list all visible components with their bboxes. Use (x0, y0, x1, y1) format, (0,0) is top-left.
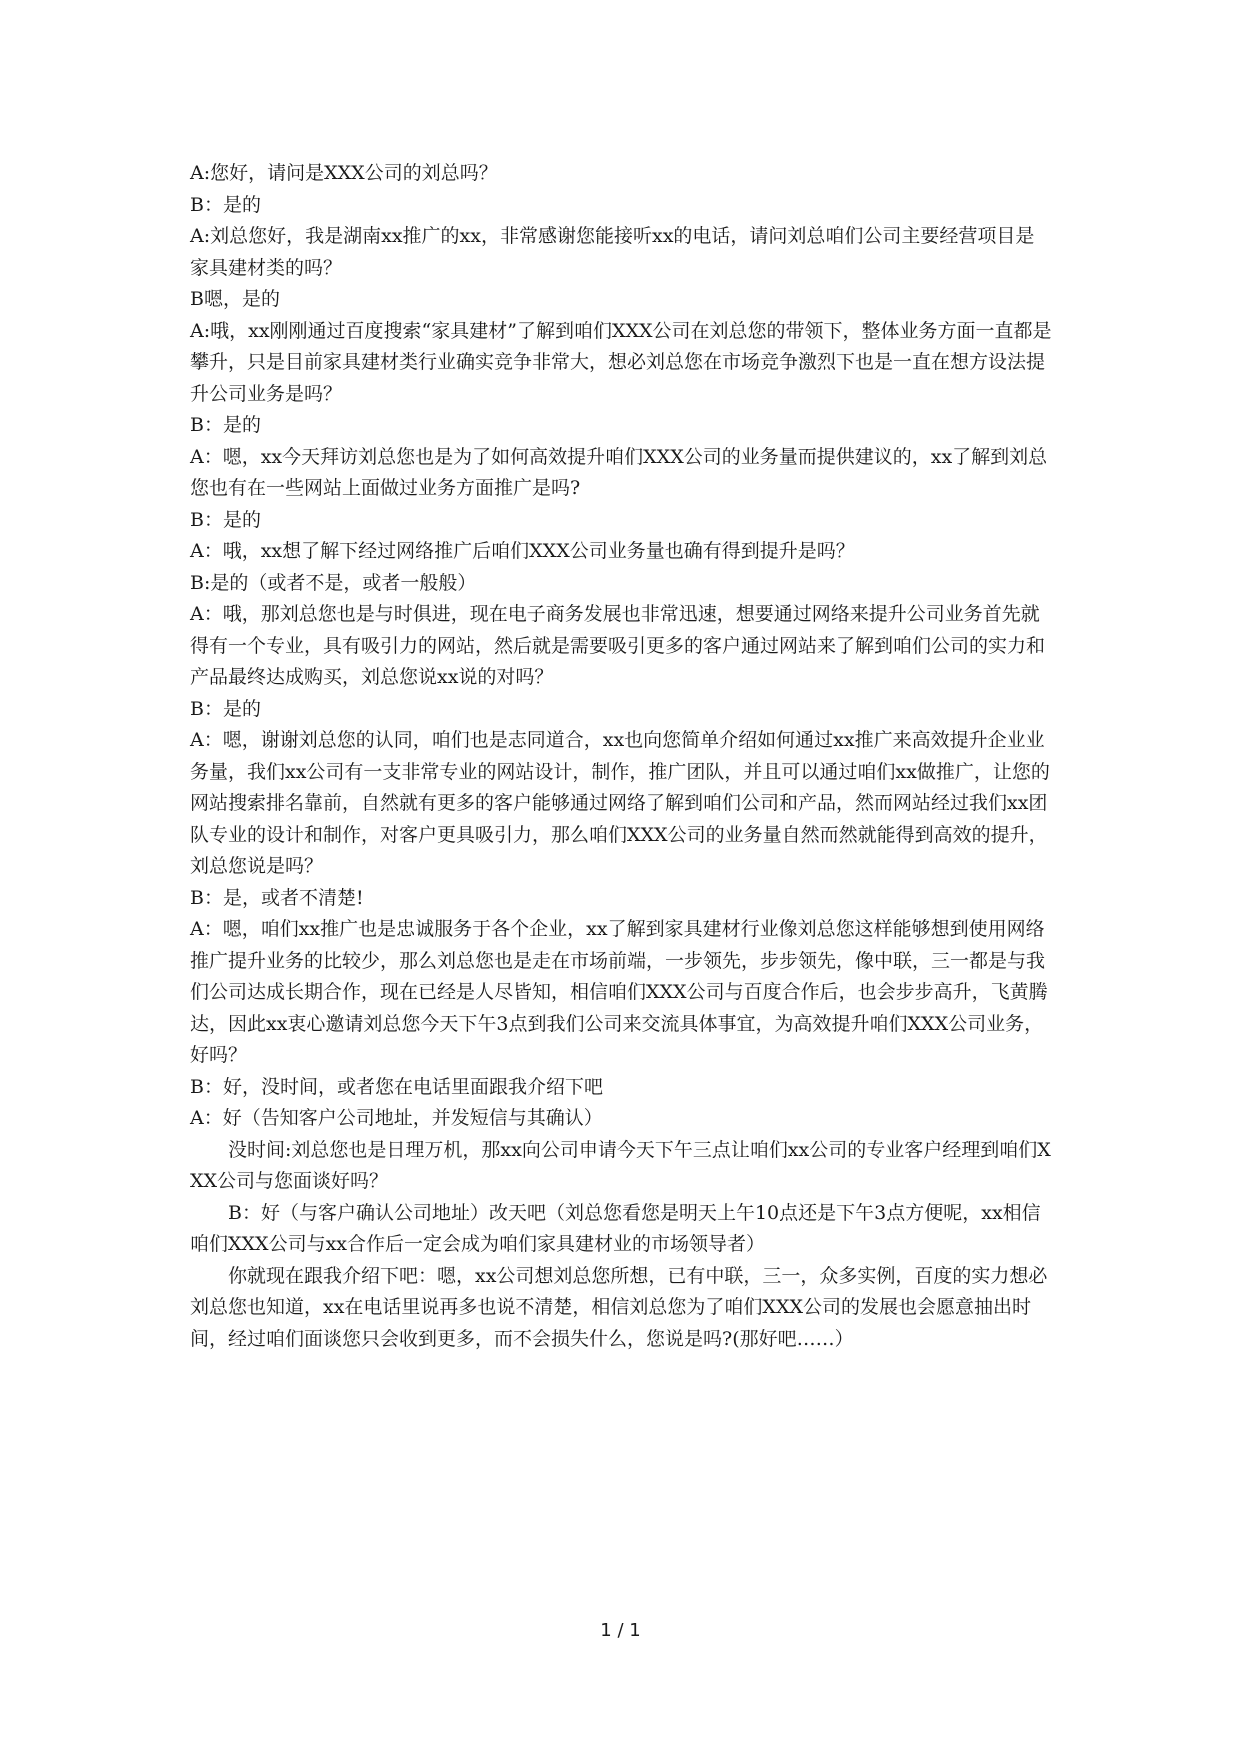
paragraph: A:哦，xx刚刚通过百度搜索“家具建材”了解到咱们XXX公司在刘总您的带领下，整体业务方面一直都是攀升，只是目前家具建材类行业确实竞争非常大，想必刘总您在市场竞争激烈下也是一直在想方设法提升公司业务是吗？ (190, 319, 1052, 405)
paragraph: B：好，没时间，或者您在电话里面跟我介绍下吧 (190, 1075, 603, 1098)
paragraph: A:您好，请问是XXX公司的刘总吗？ (190, 162, 498, 184)
paragraph: B：是的 (190, 697, 261, 720)
paragraph: A：好（告知客户公司地址，并发短信与其确认） (190, 1107, 603, 1129)
paragraph: A：嗯，咱们xx推广也是忠诚服务于各个企业，xx了解到家具建材行业像刘总您这样能够想到使用网络推广提升业务的比较少，那么刘总您也是走在市场前端，一步领先，步步领先，像中联，三一都是与我们公司达成长期合作，现在已经是人尽皆知，相信咱们XXX公司与百度合作后，也会步步高升，飞黄腾达，因此xx衷心邀请刘总您今天下午3点到我们公司来交流具体事宜，为高效提升咱们XXX公司业务，好吗？ (190, 918, 1048, 1066)
page-number: 1 / 1 (600, 1620, 641, 1641)
paragraph: B：是的 (190, 508, 261, 531)
paragraph: B嗯，是的 (190, 288, 280, 310)
document-body (190, 158, 1052, 1355)
paragraph: A：嗯，xx今天拜访刘总您也是为了如何高效提升咱们XXX公司的业务量而提供建议的，xx了解到刘总您也有在一些网站上面做过业务方面推广是吗? (190, 445, 1048, 499)
paragraph: A：哦，xx想了解下经过网络推广后咱们XXX公司业务量也确有得到提升是吗？ (190, 540, 855, 562)
paragraph: B：好（与客户确认公司地址）改天吧（刘总您看您是明天上午10点还是下午3点方便呢，xx相信咱们XXX公司与xx合作后一定会成为咱们家具建材业的市场领导者） (190, 1201, 1041, 1255)
paragraph: B：是的 (190, 414, 261, 436)
paragraph: B：是的 (190, 193, 261, 216)
paragraph: A:刘总您好，我是湖南xx推广的xx，非常感谢您能接听xx的电话，请问刘总咱们公司主要经营项目是家具建材类的吗？ (190, 225, 1035, 279)
paragraph: A：嗯，谢谢刘总您的认同，咱们也是志同道合，xx也向您简单介绍如何通过xx推广来高效提升企业业务量，我们xx公司有一支非常专业的网站设计，制作，推广团队，并且可以通过咱们xx做推广，让您的网站搜索排名靠前，自然就有更多的客户能够通过网络了解到咱们公司和产品，然而网站经过我们xx团队专业的设计和制作，对客户更具吸引力，那么咱们XXX公司的业务量自然而然就能得到高效的提升，刘总您说是吗？ (190, 729, 1050, 877)
paragraph: B：是，或者不清楚! (190, 886, 364, 909)
paragraph: A：哦，那刘总您也是与时俱进，现在电子商务发展也非常迅速，想要通过网络来提升公司业务首先就得有一个专业，具有吸引力的网站，然后就是需要吸引更多的客户通过网站来了解到咱们公司的实力和产品最终达成购买，刘总您说xx说的对吗？ (190, 603, 1046, 688)
paragraph: B:是的（或者不是，或者一般般） (190, 571, 477, 594)
paragraph: 没时间:刘总您也是日理万机，那xx向公司申请今天下午三点让咱们xx公司的专业客户经理到咱们XXX公司与您面谈好吗？ (190, 1138, 1051, 1192)
paragraph: 你就现在跟我介绍下吧：嗯，xx公司想刘总您所想，已有中联，三一，众多实例，百度的实力想必刘总您也知道，xx在电话里说再多也说不清楚，相信刘总您为了咱们XXX公司的发展也会愿意抽出时间，经过咱们面谈您只会收到更多，而不会损失什么，您说是吗?(那好吧……） (190, 1264, 1048, 1350)
